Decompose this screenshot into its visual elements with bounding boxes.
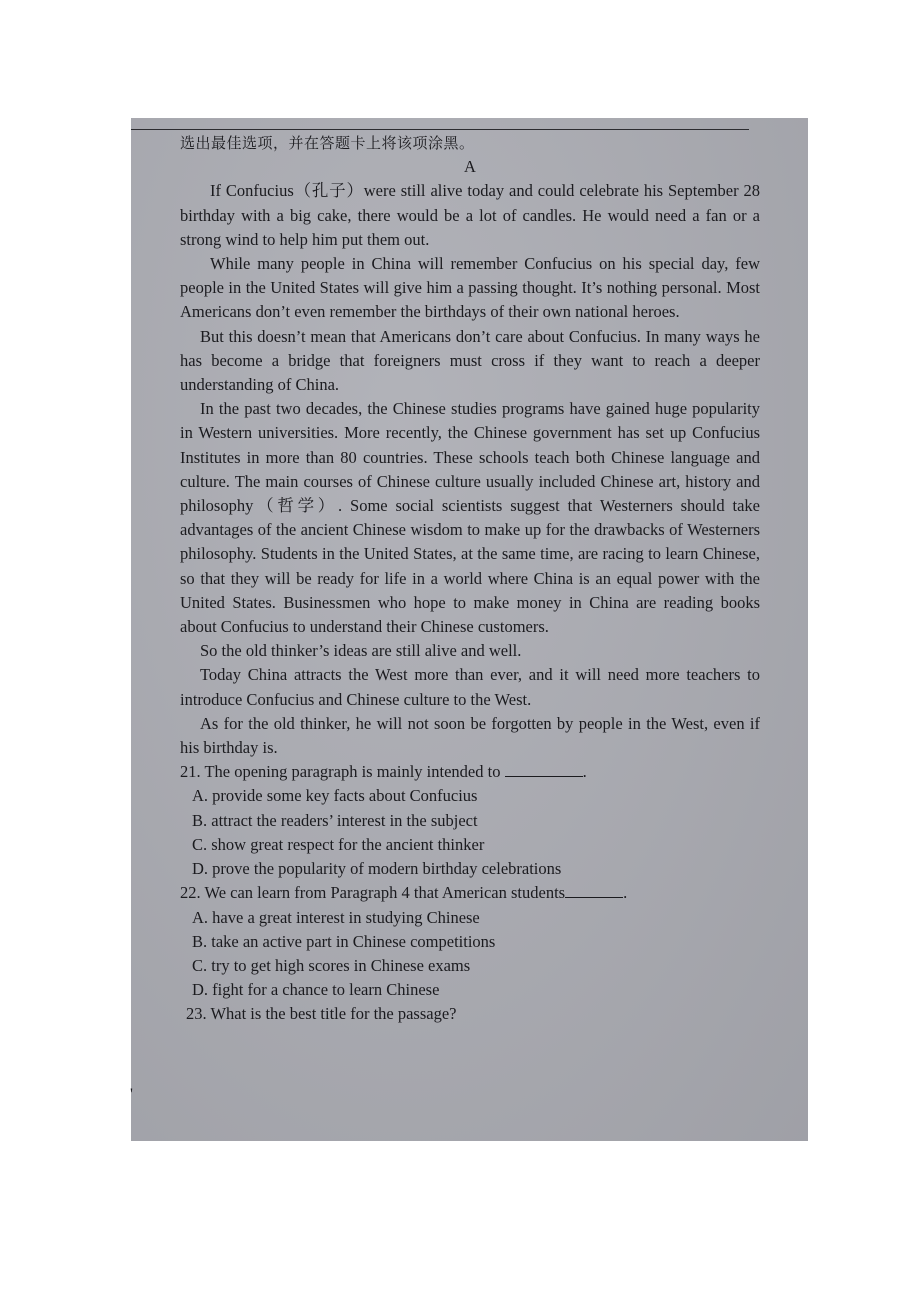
paragraph-1: If Confucius（孔子）were still alive today and could celebrate his September 28 birthday with a big cake, there would be a lot of candles. He would need a fan or a strong wind to help him put them out. [180,181,760,249]
question-end: . [582,762,587,782]
question-21 [180,760,760,784]
paragraph-3: But this doesn’t mean that Americans don’t care about Confucius. In many ways he has become a bridge that foreigners must cross if they want to reach a deeper understanding of China. [180,326,760,395]
paragraph-2: While many people in China will remember Confucius on his special day, few people in the United States will give him a passing thought. It’s nothing personal. Most Americans don’t even remember the birthdays of their own national heroes. [180,254,760,322]
question-end: . [623,883,628,903]
question-stem: 22. We can learn from Paragraph 4 that American students [180,883,566,903]
option-21-d[interactable]: D. prove the popularity of modern birthday celebrations [192,859,562,879]
paragraph-6: Today China attracts the West more than ever, and it will need more teachers to introduce Confucius and Chinese culture to the West. [180,665,760,709]
option-21-c[interactable]: C. show great respect for the ancient thinker [192,834,485,854]
answer-blank [505,762,583,777]
question-23: 23. What is the best title for the passage? [186,1004,457,1024]
answer-blank [565,883,623,898]
option-22-a[interactable]: A. have a great interest in studying Chinese [192,907,480,927]
question-stem: 21. The opening paragraph is mainly intended to [180,762,501,782]
option-21-b[interactable]: B. attract the readers’ interest in the subject [192,810,478,830]
option-22-d[interactable]: D. fight for a chance to learn Chinese [192,980,440,1000]
paragraph-7: As for the old thinker, he will not soon be forgotten by people in the West, even if his birthday is. [180,713,760,758]
passage-text [180,131,760,1027]
paragraph-4: In the past two decades, the Chinese studies programs have gained huge popularity in Western universities. More recently, the Chinese government has set up Confucius Institutes in more than 80 countries. These schools teach both Chinese language and culture. The main courses of Chinese culture usually included Chinese art, history and philosophy（哲学）. Some social scientists suggest that Westerners should take advantages of the ancient Chinese wisdom to make up for the drawbacks of Westerners philosophy. Students in the United States, at the same time, are racing to learn Chinese, so that they will be ready for life in a world where China is an equal power with the United States. Businessmen who hope to make money in China are reading books about Confucius to understand their Chinese customers. [180,399,760,637]
section-heading: A [464,157,476,177]
paragraph-5: So the old thinker’s ideas are still alive and well. [200,641,522,661]
instruction-line: 选出最佳选项，并在答题卡上将该项涂黑。 [180,134,475,152]
option-21-a[interactable]: A. provide some key facts about Confucius [192,786,478,806]
edge-mark: ' [130,1086,133,1103]
scanned-page [131,118,808,1141]
question-22 [180,881,760,905]
option-22-b[interactable]: B. take an active part in Chinese competitions [192,931,496,951]
header-rule [131,129,749,130]
option-22-c[interactable]: C. try to get high scores in Chinese exams [192,955,471,975]
